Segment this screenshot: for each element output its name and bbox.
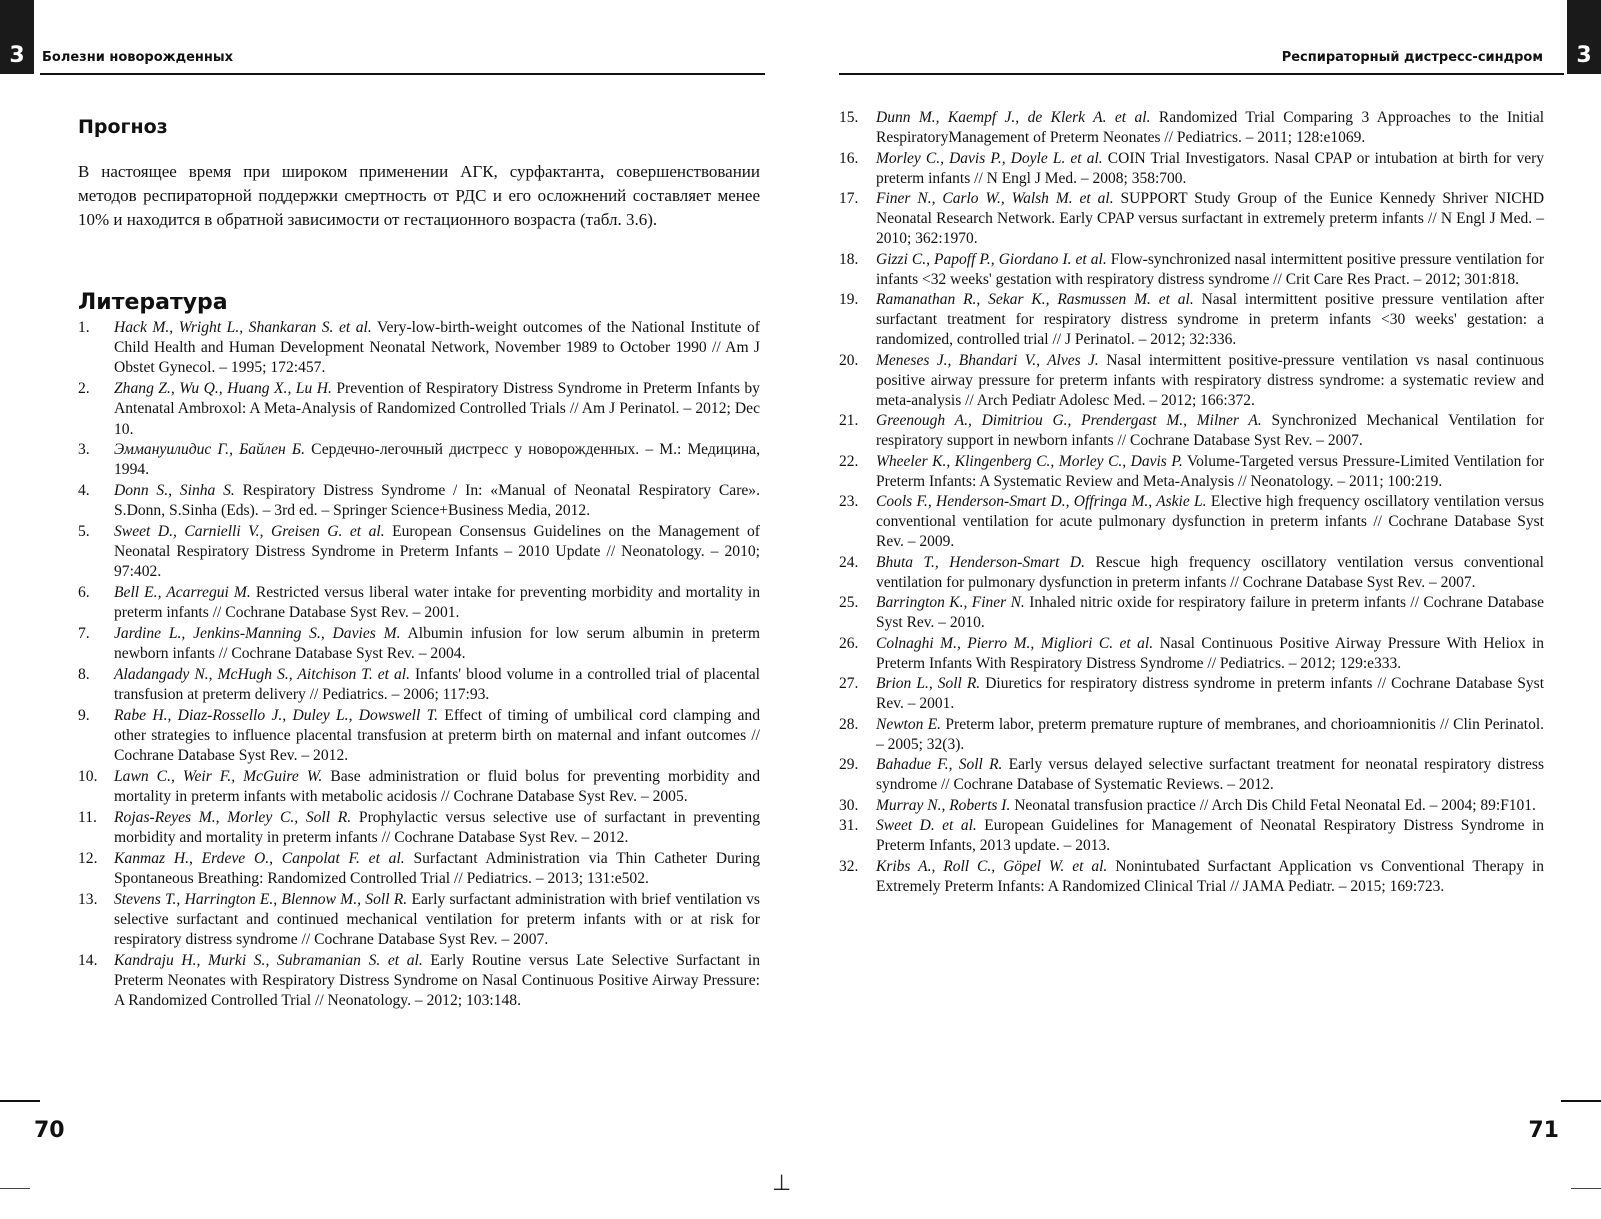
reference-text: Respiratory Distress Syndrome / In: «Manual of Neonatal Respiratory Care». S.Donn, S.Sinha (Eds). – 3rd ed. – Springer Science+Business Media, 2012. bbox=[114, 482, 761, 520]
reference-body bbox=[876, 250, 1544, 290]
reference-body bbox=[876, 351, 1544, 411]
reference-text: Surfactant Administration via Thin Catheter During Spontaneous Breathing: Randomized Controlled Trial // Pediatrics. – 2013; 131:e502. bbox=[114, 849, 760, 887]
reference-authors: Finer N., Carlo W., Walsh M. et al. bbox=[876, 190, 1114, 207]
reference-body bbox=[114, 808, 760, 848]
reference-authors: Bhuta T., Henderson-Smart D. bbox=[876, 553, 1085, 571]
reference-body bbox=[876, 796, 1544, 816]
reference-authors: Newton E. bbox=[876, 715, 942, 733]
reference-number: 4. bbox=[78, 482, 90, 500]
reference-body bbox=[114, 379, 760, 440]
reference-body bbox=[114, 951, 760, 1012]
reference-authors: Barrington K., Finer N. bbox=[876, 594, 1025, 611]
reference-number: 27. bbox=[839, 675, 859, 692]
reference-authors: Kandraju H., Murki S., Subramanian S. et al. bbox=[114, 951, 423, 969]
prognoz-heading: Прогноз bbox=[78, 116, 168, 138]
gutter-mark: ⊥ bbox=[772, 1170, 792, 1195]
reference-number: 24. bbox=[839, 553, 859, 571]
reference-body bbox=[114, 318, 760, 379]
reference-text: Early surfactant administration with brief ventilation vs selective surfactant and continued mechanical ventilation for preterm infants with or at risk for respiratory distress syndrome // Cochrane Database Syst Rev. – 2007. bbox=[114, 890, 760, 949]
reference-body bbox=[114, 481, 760, 521]
reference-number: 8. bbox=[78, 665, 90, 683]
reference-body bbox=[876, 149, 1544, 189]
reference-number: 3. bbox=[78, 441, 90, 459]
reference-item bbox=[839, 796, 1544, 816]
reference-item bbox=[839, 411, 1544, 451]
reference-number: 16. bbox=[839, 149, 859, 167]
reference-authors: Sweet D., Carnielli V., Greisen G. et al. bbox=[114, 523, 385, 541]
reference-item bbox=[78, 808, 760, 848]
reference-item bbox=[78, 665, 760, 705]
reference-body bbox=[876, 634, 1544, 674]
reference-body bbox=[876, 593, 1544, 633]
reference-authors: Wheeler K., Klingenberg C., Morley C., Davis P. bbox=[876, 452, 1183, 470]
reference-number: 5. bbox=[78, 523, 90, 541]
reference-body bbox=[876, 452, 1544, 492]
header-rule bbox=[40, 73, 765, 75]
prognoz-paragraph: В настоящее время при широком применении АГК, сурфактанта, совершенствовании методов респираторной поддержки смертность от РДС и его осложнений составляет менее 10% и находится в обратной зависимости от гестационного возраста (табл. 3.6). bbox=[78, 162, 760, 229]
reference-authors: Colnaghi M., Pierro M., Migliori C. et al. bbox=[876, 634, 1154, 652]
reference-authors: Jardine L., Jenkins-Manning S., Davies M. bbox=[114, 625, 401, 643]
reference-body bbox=[876, 715, 1544, 755]
reference-number: 30. bbox=[839, 796, 859, 814]
reference-list bbox=[78, 318, 760, 1012]
reference-body bbox=[114, 583, 760, 623]
reference-number: 10. bbox=[78, 767, 98, 785]
reference-body bbox=[876, 816, 1544, 856]
reference-text: Neonatal transfusion practice // Arch Dis Child Fetal Neonatal Ed. – 2004; 89:F101. bbox=[1014, 796, 1536, 814]
reference-authors: Эммануилидис Г., Байлен Б. bbox=[114, 441, 305, 459]
reference-authors: Kanmaz H., Erdeve O., Canpolat F. et al. bbox=[114, 849, 405, 867]
reference-body bbox=[114, 890, 760, 951]
reference-number: 9. bbox=[78, 706, 90, 724]
chapter-tab: 3 bbox=[0, 0, 34, 74]
reference-item bbox=[78, 522, 760, 583]
bottom-edge-line bbox=[1571, 1188, 1601, 1189]
reference-item bbox=[839, 816, 1544, 856]
reference-item bbox=[839, 634, 1544, 674]
reference-authors: Rabe H., Diaz-Rossello J., Duley L., Dowswell T. bbox=[114, 706, 438, 724]
reference-number: 13. bbox=[78, 890, 98, 908]
reference-text: Сердечно-легочный дистресс у новорожденных. – М.: Медицина, 1994. bbox=[114, 441, 760, 479]
reference-number: 31. bbox=[839, 817, 859, 834]
reference-item bbox=[839, 492, 1544, 552]
reference-text: Randomized Trial Comparing 3 Approaches to the Initial RespiratoryManagement of Preterm Neonates // Pediatrics. – 2011; 128:e1069. bbox=[876, 109, 1545, 146]
reference-number: 17. bbox=[839, 190, 859, 207]
reference-number: 7. bbox=[78, 625, 90, 643]
reference-item bbox=[839, 674, 1544, 714]
reference-authors: Donn S., Sinha S. bbox=[114, 482, 235, 500]
reference-item bbox=[78, 379, 760, 440]
reference-authors: Cools F., Henderson-Smart D., Offringa M., Askie L. bbox=[876, 493, 1207, 510]
reference-text: Nasal Continuous Positive Airway Pressure With Heliox in Preterm Infants With Respiratory Distress Syndrome // Pediatrics. – 2012; 129:e333. bbox=[876, 634, 1545, 672]
reference-number: 18. bbox=[839, 250, 859, 268]
page-number: 71 bbox=[1528, 1118, 1559, 1143]
footer-rule bbox=[0, 1100, 40, 1102]
reference-item bbox=[78, 318, 760, 379]
reference-item bbox=[78, 951, 760, 1012]
header-rule bbox=[839, 73, 1564, 75]
reference-authors: Bell E., Acarregui M. bbox=[114, 584, 251, 602]
reference-authors: Zhang Z., Wu Q., Huang X., Lu H. bbox=[114, 380, 332, 398]
reference-body bbox=[876, 108, 1544, 148]
reference-number: 22. bbox=[839, 452, 859, 470]
reference-item bbox=[839, 857, 1544, 897]
reference-number: 14. bbox=[78, 951, 98, 969]
reference-item bbox=[78, 440, 760, 480]
reference-body bbox=[876, 755, 1544, 795]
reference-item bbox=[839, 755, 1544, 795]
reference-number: 32. bbox=[839, 857, 859, 875]
reference-item bbox=[839, 553, 1544, 593]
reference-item bbox=[839, 149, 1544, 189]
reference-text: Nasal intermittent positive-pressure ventilation vs nasal continuous positive airway pressure for preterm infants with respiratory distress syndrome: a systematic review and meta-analysis // Arch Pediatr Adolesc Med. – 2012; 166:372. bbox=[876, 351, 1545, 409]
reference-authors: Lawn C., Weir F., McGuire W. bbox=[114, 767, 323, 785]
chapter-tab: 3 bbox=[1567, 0, 1601, 74]
reference-item bbox=[78, 767, 760, 807]
reference-number: 26. bbox=[839, 634, 859, 652]
reference-number: 19. bbox=[839, 291, 859, 308]
reference-text: Synchronized Mechanical Ventilation for respiratory support in newborn infants // Cochrane Database Syst Rev. – 2007. bbox=[876, 412, 1544, 449]
reference-authors: Sweet D. et al. bbox=[876, 817, 977, 834]
reference-text: Very-low-birth-weight outcomes of the National Institute of Child Health and Human Development Neonatal Network, November 1989 to October 1990 // Am J Obstet Gynecol. – 1995; 172:457. bbox=[114, 319, 760, 377]
reference-authors: Aladangady N., McHugh S., Aitchison T. et al. bbox=[114, 665, 410, 683]
running-head: Респираторный дистресс-синдром bbox=[1281, 50, 1543, 65]
reference-text: Preterm labor, preterm premature rupture of membranes, and chorioamnionitis // Clin Perinatol. – 2005; 32(3). bbox=[876, 715, 1545, 753]
reference-number: 15. bbox=[839, 109, 859, 126]
reference-authors: Brion L., Soll R. bbox=[876, 675, 981, 692]
reference-text: Prevention of Respiratory Distress Syndrome in Preterm Infants by Antenatal Ambroxol: A Meta-Analysis of Randomized Controlled Trials // Am J Perinatol. – 2012; Dec 10. bbox=[114, 380, 760, 438]
reference-authors: Rojas-Reyes M., Morley C., Soll R. bbox=[114, 808, 352, 826]
reference-item bbox=[78, 583, 760, 623]
reference-text: SUPPORT Study Group of the Eunice Kennedy Shriver NICHD Neonatal Research Network. Early CPAP versus surfactant in extremely preterm infants // N Engl J Med. – 2010; 362:1970. bbox=[876, 190, 1545, 247]
page-number: 70 bbox=[34, 1118, 65, 1143]
reference-number: 2. bbox=[78, 380, 90, 398]
left-page bbox=[0, 0, 790, 1219]
reference-item bbox=[839, 250, 1544, 290]
reference-body bbox=[876, 553, 1544, 593]
reference-body bbox=[876, 492, 1544, 552]
reference-number: 20. bbox=[839, 351, 859, 369]
reference-text: Elective high frequency oscillatory ventilation versus conventional ventilation for acute pulmonary dysfunction in preterm infants // Cochrane Database Syst Rev. – 2009. bbox=[876, 493, 1545, 550]
running-head: Болезни новорожденных bbox=[42, 50, 234, 65]
reference-number: 11. bbox=[78, 808, 97, 826]
reference-number: 23. bbox=[839, 493, 859, 510]
reference-body bbox=[876, 290, 1544, 350]
reference-item bbox=[839, 108, 1544, 148]
reference-item bbox=[839, 452, 1544, 492]
reference-text: Early versus delayed selective surfactant treatment for neonatal respiratory distress syndrome // Cochrane Database of Systematic Reviews. – 2012. bbox=[876, 756, 1544, 793]
reference-authors: Bahadue F., Soll R. bbox=[876, 756, 1003, 773]
reference-authors: Greenough A., Dimitriou G., Prendergast M., Milner A. bbox=[876, 412, 1262, 429]
reference-text: Early Routine versus Late Selective Surfactant in Preterm Neonates with Respiratory Distress Syndrome on Nasal Continuous Positive Airway Pressure: A Randomized Controlled Trial // Neonatology. – 2012; 103:148. bbox=[114, 951, 760, 1010]
reference-body bbox=[876, 674, 1544, 714]
reference-text: Effect of timing of umbilical cord clamping and other strategies to influence placental transfusion at preterm birth on maternal and infant outcomes // Cochrane Database Syst Rev. – 2012. bbox=[114, 706, 760, 765]
literature-heading: Литература bbox=[78, 290, 228, 315]
reference-item bbox=[839, 189, 1544, 249]
reference-number: 12. bbox=[78, 849, 98, 867]
reference-text: Diuretics for respiratory distress syndrome in preterm infants // Cochrane Database Syst Rev. – 2001. bbox=[876, 675, 1545, 712]
right-page bbox=[811, 0, 1601, 1219]
reference-body bbox=[114, 767, 760, 807]
reference-text: European Consensus Guidelines on the Management of Neonatal Respiratory Distress Syndrome in Preterm Infants – 2010 Update // Neonatology. – 2010; 97:402. bbox=[114, 523, 760, 581]
reference-number: 21. bbox=[839, 412, 859, 429]
reference-authors: Stevens T., Harrington E., Blennow M., Soll R. bbox=[114, 890, 408, 908]
reference-body bbox=[114, 440, 760, 480]
bottom-edge-line bbox=[0, 1188, 30, 1189]
reference-item bbox=[78, 849, 760, 889]
reference-item bbox=[78, 890, 760, 951]
reference-body bbox=[114, 624, 760, 664]
reference-authors: Dunn M., Kaempf J., de Klerk A. et al. bbox=[876, 109, 1151, 126]
reference-text: Albumin infusion for low serum albumin in preterm newborn infants // Cochrane Database Syst Rev. – 2004. bbox=[114, 625, 760, 663]
reference-text: Nasal intermittent positive pressure ventilation after surfactant treatment for respiratory distress syndrome in preterm infants <30 weeks' gestation: a randomized, controlled trial // J Perinatol. – 2012; 32:336. bbox=[876, 291, 1544, 348]
reference-number: 25. bbox=[839, 594, 859, 611]
reference-text: Restricted versus liberal water intake for preventing morbidity and mortality in preterm infants // Cochrane Database Syst Rev. – 2001. bbox=[114, 584, 760, 622]
reference-authors: Murray N., Roberts I. bbox=[876, 796, 1011, 814]
reference-item bbox=[78, 481, 760, 521]
reference-number: 28. bbox=[839, 715, 859, 733]
reference-item bbox=[839, 290, 1544, 350]
reference-body bbox=[114, 849, 760, 889]
reference-text: Volume-Targeted versus Pressure-Limited Ventilation for Preterm Infants: A Systematic Review and Meta-Analysis // Neonatology. – 2011; 100:219. bbox=[876, 452, 1544, 490]
reference-authors: Morley C., Davis P., Doyle L. et al. bbox=[876, 149, 1103, 167]
reference-body bbox=[876, 189, 1544, 249]
reference-body bbox=[114, 706, 760, 767]
reference-number: 6. bbox=[78, 584, 90, 602]
reference-text: Prophylactic versus selective use of surfactant in preventing morbidity and mortality in preterm infants // Cochrane Database Syst Rev. – 2012. bbox=[114, 808, 761, 847]
reference-text: European Guidelines for Management of Neonatal Respiratory Distress Syndrome in Preterm Infants, 2013 update. – 2013. bbox=[876, 817, 1545, 854]
reference-item bbox=[78, 624, 760, 664]
reference-text: Infants' blood volume in a controlled trial of placental transfusion at preterm delivery // Pediatrics. – 2006; 117:93. bbox=[114, 665, 760, 704]
reference-number: 29. bbox=[839, 756, 859, 773]
reference-number: 1. bbox=[78, 319, 90, 336]
reference-authors: Hack M., Wright L., Shankaran S. et al. bbox=[114, 319, 372, 336]
reference-text: Flow-synchronized nasal intermittent positive pressure ventilation for infants <32 weeks' gestation with respiratory distress syndrome // Crit Care Res Pract. – 2012; 301:818. bbox=[876, 250, 1545, 288]
reference-item bbox=[78, 706, 760, 767]
reference-text: COIN Trial Investigators. Nasal CPAP or intubation at birth for very preterm infants // N Engl J Med. – 2008; 358:700. bbox=[876, 149, 1544, 187]
reference-text: Base administration or fluid bolus for preventing morbidity and mortality in preterm infants with metabolic acidosis // Cochrane Database Syst Rev. – 2005. bbox=[114, 767, 760, 806]
reference-item bbox=[839, 715, 1544, 755]
reference-authors: Gizzi C., Papoff P., Giordano I. et al. bbox=[876, 250, 1107, 268]
reference-authors: Kribs A., Roll C., Göpel W. et al. bbox=[876, 857, 1108, 875]
footer-rule bbox=[1561, 1100, 1601, 1102]
reference-list bbox=[839, 108, 1544, 897]
reference-body bbox=[876, 857, 1544, 897]
reference-authors: Ramanathan R., Sekar K., Rasmussen M. et al. bbox=[876, 291, 1194, 308]
reference-authors: Meneses J., Bhandari V., Alves J. bbox=[876, 351, 1099, 369]
reference-item bbox=[839, 351, 1544, 411]
reference-text: Inhaled nitric oxide for respiratory failure in preterm infants // Cochrane Database Syst Rev. – 2010. bbox=[876, 594, 1544, 631]
reference-body bbox=[114, 522, 760, 583]
reference-body bbox=[876, 411, 1544, 451]
reference-item bbox=[839, 593, 1544, 633]
reference-text: Rescue high frequency oscillatory ventilation versus conventional ventilation for pulmonary dysfunction in preterm infants // Cochrane Database Syst Rev. – 2007. bbox=[876, 553, 1544, 591]
reference-body bbox=[114, 665, 760, 705]
reference-text: Nonintubated Surfactant Application vs Conventional Therapy in Extremely Preterm Infants: A Randomized Clinical Trial // JAMA Pediatr. – 2015; 169:723. bbox=[876, 857, 1544, 895]
